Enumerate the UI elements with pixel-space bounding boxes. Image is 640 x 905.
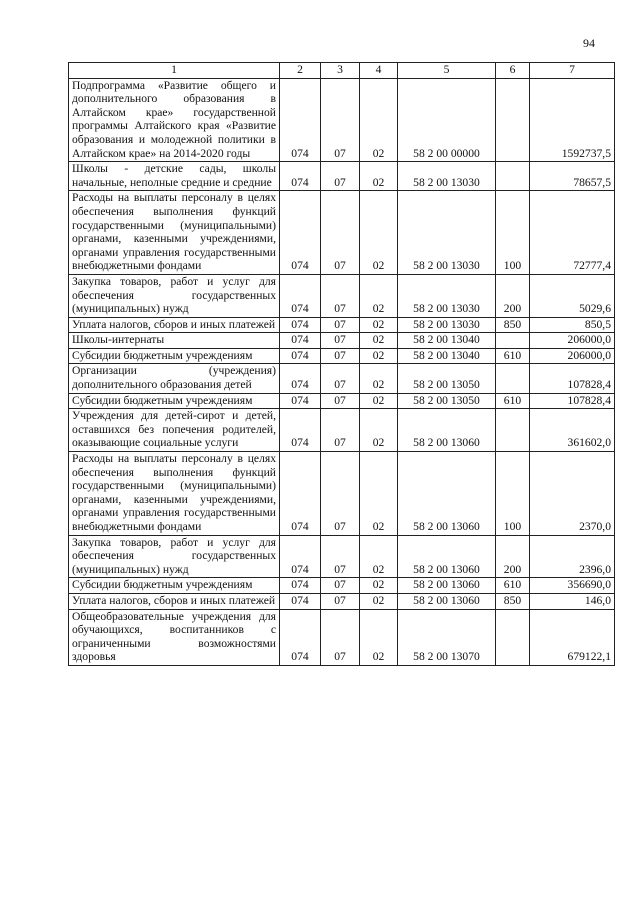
- amount-cell: 356690,0: [530, 578, 615, 594]
- target-article-cell: 58 2 00 13060: [398, 535, 496, 578]
- table-row: [69, 452, 615, 536]
- expense-type-cell: [496, 409, 530, 452]
- section-code-cell: 07: [321, 535, 360, 578]
- ministry-code-cell: 074: [280, 535, 321, 578]
- item-name-cell: Субсидии бюджетным учреждениям: [69, 393, 280, 409]
- ministry-code-cell: 074: [280, 364, 321, 393]
- item-name-cell: Расходы на выплаты персоналу в целях обеспечения выполнения функций государственными (муниципальными) органами, казенными учреждениями, органами управления государственными внебюджетными фондами: [69, 452, 280, 536]
- target-article-cell: 58 2 00 13060: [398, 578, 496, 594]
- table-row: [69, 317, 615, 333]
- item-name-cell: Субсидии бюджетным учреждениям: [69, 348, 280, 364]
- ministry-code-cell: 074: [280, 409, 321, 452]
- expense-type-cell: [496, 333, 530, 349]
- subsection-code-cell: 02: [360, 191, 398, 275]
- ministry-code-cell: 074: [280, 78, 321, 162]
- section-code-cell: 07: [321, 364, 360, 393]
- subsection-code-cell: 02: [360, 364, 398, 393]
- amount-cell: 1592737,5: [530, 78, 615, 162]
- section-code-cell: 07: [321, 593, 360, 609]
- amount-cell: 78657,5: [530, 162, 615, 191]
- ministry-code-cell: 074: [280, 191, 321, 275]
- table-row: [69, 333, 615, 349]
- ministry-code-cell: 074: [280, 609, 321, 665]
- ministry-code-cell: 074: [280, 393, 321, 409]
- amount-cell: 850,5: [530, 317, 615, 333]
- item-name-cell: Закупка товаров, работ и услуг для обеспечения государственных (муниципальных) нужд: [69, 535, 280, 578]
- item-name-cell: Уплата налогов, сборов и иных платежей: [69, 317, 280, 333]
- item-name-cell: Уплата налогов, сборов и иных платежей: [69, 593, 280, 609]
- target-article-cell: 58 2 00 13030: [398, 317, 496, 333]
- subsection-code-cell: 02: [360, 452, 398, 536]
- item-name-cell: Общеобразовательные учреждения для обучающихся, воспитанников с ограниченными возможностями здоровья: [69, 609, 280, 665]
- item-name-cell: Закупка товаров, работ и услуг для обеспечения государственных (муниципальных) нужд: [69, 274, 280, 317]
- header-col-4: 4: [360, 63, 398, 79]
- subsection-code-cell: 02: [360, 348, 398, 364]
- header-col-5: 5: [398, 63, 496, 79]
- section-code-cell: 07: [321, 452, 360, 536]
- table-row: [69, 393, 615, 409]
- target-article-cell: 58 2 00 00000: [398, 78, 496, 162]
- target-article-cell: 58 2 00 13060: [398, 409, 496, 452]
- header-col-6: 6: [496, 63, 530, 79]
- ministry-code-cell: 074: [280, 578, 321, 594]
- subsection-code-cell: 02: [360, 578, 398, 594]
- amount-cell: 2370,0: [530, 452, 615, 536]
- subsection-code-cell: 02: [360, 609, 398, 665]
- table-row: [69, 409, 615, 452]
- item-name-cell: Школы-интернаты: [69, 333, 280, 349]
- target-article-cell: 58 2 00 13030: [398, 191, 496, 275]
- ministry-code-cell: 074: [280, 333, 321, 349]
- expense-type-cell: [496, 162, 530, 191]
- section-code-cell: 07: [321, 333, 360, 349]
- table-row: [69, 191, 615, 275]
- section-code-cell: 07: [321, 348, 360, 364]
- section-code-cell: 07: [321, 393, 360, 409]
- amount-cell: 107828,4: [530, 393, 615, 409]
- header-row: [69, 63, 615, 79]
- table-row: [69, 609, 615, 665]
- target-article-cell: 58 2 00 13050: [398, 393, 496, 409]
- ministry-code-cell: 074: [280, 452, 321, 536]
- target-article-cell: 58 2 00 13040: [398, 333, 496, 349]
- item-name-cell: Организации (учреждения) дополнительного образования детей: [69, 364, 280, 393]
- section-code-cell: 07: [321, 409, 360, 452]
- table-row: [69, 78, 615, 162]
- subsection-code-cell: 02: [360, 162, 398, 191]
- item-name-cell: Расходы на выплаты персоналу в целях обеспечения выполнения функций государственными (муниципальными) органами, казенными учреждениями, органами управления государственными внебюджетными фондами: [69, 191, 280, 275]
- amount-cell: 679122,1: [530, 609, 615, 665]
- expense-type-cell: 200: [496, 535, 530, 578]
- table-row: [69, 578, 615, 594]
- amount-cell: 2396,0: [530, 535, 615, 578]
- target-article-cell: 58 2 00 13060: [398, 593, 496, 609]
- table-row: [69, 348, 615, 364]
- target-article-cell: 58 2 00 13050: [398, 364, 496, 393]
- expense-type-cell: 100: [496, 191, 530, 275]
- target-article-cell: 58 2 00 13040: [398, 348, 496, 364]
- target-article-cell: 58 2 00 13030: [398, 274, 496, 317]
- target-article-cell: 58 2 00 13030: [398, 162, 496, 191]
- ministry-code-cell: 074: [280, 317, 321, 333]
- table-row: [69, 274, 615, 317]
- ministry-code-cell: 074: [280, 348, 321, 364]
- subsection-code-cell: 02: [360, 393, 398, 409]
- amount-cell: 146,0: [530, 593, 615, 609]
- subsection-code-cell: 02: [360, 317, 398, 333]
- ministry-code-cell: 074: [280, 274, 321, 317]
- table-row: [69, 364, 615, 393]
- expense-type-cell: 100: [496, 452, 530, 536]
- amount-cell: 107828,4: [530, 364, 615, 393]
- header-col-2: 2: [280, 63, 321, 79]
- expense-type-cell: 610: [496, 578, 530, 594]
- subsection-code-cell: 02: [360, 78, 398, 162]
- subsection-code-cell: 02: [360, 409, 398, 452]
- expense-type-cell: 610: [496, 348, 530, 364]
- expense-type-cell: [496, 78, 530, 162]
- section-code-cell: 07: [321, 578, 360, 594]
- section-code-cell: 07: [321, 78, 360, 162]
- table-row: [69, 535, 615, 578]
- section-code-cell: 07: [321, 317, 360, 333]
- expense-type-cell: 200: [496, 274, 530, 317]
- budget-table: [68, 62, 615, 666]
- section-code-cell: 07: [321, 609, 360, 665]
- item-name-cell: Субсидии бюджетным учреждениям: [69, 578, 280, 594]
- subsection-code-cell: 02: [360, 593, 398, 609]
- header-col-3: 3: [321, 63, 360, 79]
- expense-type-cell: [496, 609, 530, 665]
- section-code-cell: 07: [321, 162, 360, 191]
- item-name-cell: Учреждения для детей-сирот и детей, оставшихся без попечения родителей, оказывающие социальные услуги: [69, 409, 280, 452]
- amount-cell: 5029,6: [530, 274, 615, 317]
- header-col-1: 1: [69, 63, 280, 79]
- target-article-cell: 58 2 00 13060: [398, 452, 496, 536]
- expense-type-cell: [496, 364, 530, 393]
- target-article-cell: 58 2 00 13070: [398, 609, 496, 665]
- table-row: [69, 593, 615, 609]
- section-code-cell: 07: [321, 191, 360, 275]
- subsection-code-cell: 02: [360, 535, 398, 578]
- table-row: [69, 162, 615, 191]
- header-col-7: 7: [530, 63, 615, 79]
- section-code-cell: 07: [321, 274, 360, 317]
- subsection-code-cell: 02: [360, 333, 398, 349]
- amount-cell: 72777,4: [530, 191, 615, 275]
- page-number: 94: [583, 36, 595, 50]
- amount-cell: 206000,0: [530, 348, 615, 364]
- subsection-code-cell: 02: [360, 274, 398, 317]
- ministry-code-cell: 074: [280, 162, 321, 191]
- amount-cell: 206000,0: [530, 333, 615, 349]
- amount-cell: 361602,0: [530, 409, 615, 452]
- item-name-cell: Школы - детские сады, школы начальные, неполные средние и средние: [69, 162, 280, 191]
- item-name-cell: Подпрограмма «Развитие общего и дополнительного образования в Алтайском крае» государственной программы Алтайского края «Развитие образования и молодежной политики в Алтайском крае» на 2014-2020 годы: [69, 78, 280, 162]
- expense-type-cell: 850: [496, 317, 530, 333]
- expense-type-cell: 850: [496, 593, 530, 609]
- expense-type-cell: 610: [496, 393, 530, 409]
- ministry-code-cell: 074: [280, 593, 321, 609]
